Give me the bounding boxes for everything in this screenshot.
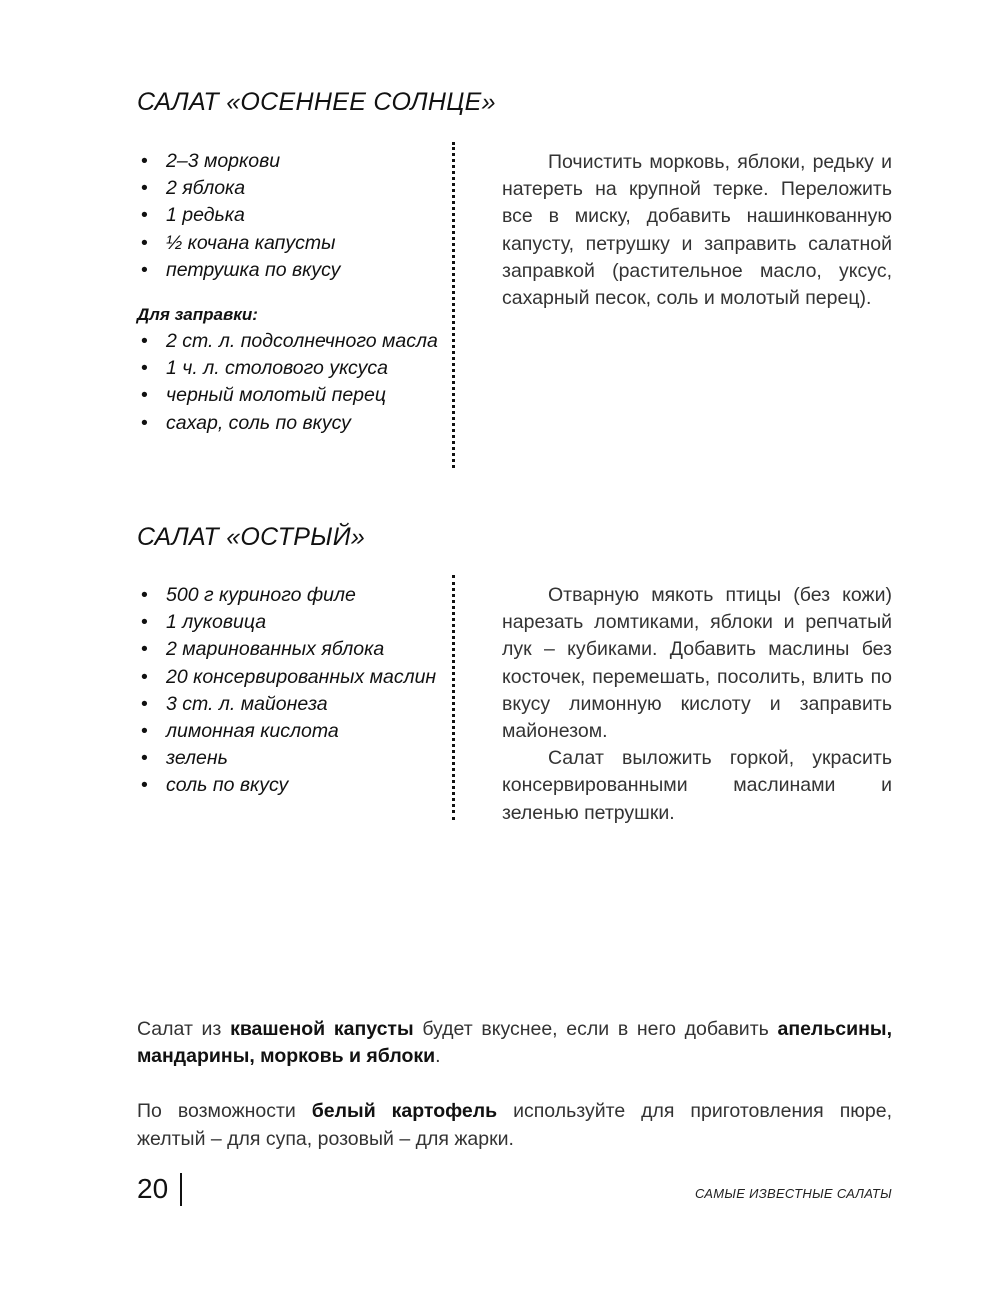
ingredient-item: • сахар, соль по вкусу [137,410,447,437]
directions-paragraph: Салат выложить горкой, украсить консервированными маслинами и зеленью петрушки. [502,747,892,824]
recipe-title: САЛАТ «ОСТРЫЙ» [137,523,366,551]
tip-highlight: белый картофель [311,1100,498,1123]
tip-text: будет вкуснее, если в него добавить [413,1018,778,1040]
tips-section [137,1016,892,1181]
ingredient-item: • 1 ч. л. столового уксуса [137,355,447,382]
ingredient-item: • 2 маринованных яблока [137,636,447,663]
tip-text: используйте для приготовления пюре, желтый – для супа, розовый – для жарки. [137,1100,892,1150]
dotted-divider [452,575,455,820]
tip-text: По возможности [137,1100,312,1123]
recipe-directions [502,582,892,827]
dressing-heading: Для заправки: [137,305,258,325]
ingredients-list [137,148,447,437]
running-section-title: САМЫЕ ИЗВЕСТНЫЕ САЛАТЫ [695,1186,892,1201]
page-number: 20 [137,1173,169,1204]
ingredient-item: • 2 ст. л. подсолнечного масла [137,328,447,355]
tip-text: . [435,1045,441,1068]
footer-separator [180,1173,182,1206]
ingredient-item: • 2 яблока [137,175,447,202]
recipe-directions [502,149,892,312]
ingredient-item: • лимонная кислота [137,718,447,745]
ingredient-item: • соль по вкусу [137,772,447,799]
main-ingredients [137,148,447,284]
ingredients-list [137,582,447,800]
tip-highlight: апельсины, мандарины, морковь и яблоки [137,1018,892,1068]
directions-paragraph: Почистить морковь, яблоки, редьку и натереть на крупной терке. Переложить все в миску, добавить нашинкованную капусту, петрушку и заправить салатной заправкой (растительное масло, уксус, сахарный песок, соль и молотый перец). [502,151,892,310]
ingredient-item: • зелень [137,745,447,772]
ingredient-item: • 20 консервированных маслин [137,664,447,691]
tip-highlight: квашеной капусты [230,1018,414,1040]
ingredient-item: • черный молотый перец [137,382,447,409]
ingredient-item: • 1 луковица [137,609,447,636]
tip-text: Салат из [137,1018,231,1040]
tip-paragraph [137,1016,892,1070]
dotted-divider [452,142,455,468]
dressing-ingredients [137,328,447,437]
ingredient-item: • 1 редька [137,202,447,229]
recipe-title: САЛАТ «ОСЕННЕЕ СОЛНЦЕ» [137,88,496,116]
ingredient-item: • петрушка по вкусу [137,257,447,284]
ingredient-item: • ½ кочана капусты [137,230,447,257]
tip-paragraph [137,1098,892,1152]
ingredient-item: • 3 ст. л. майонеза [137,691,447,718]
main-ingredients [137,582,447,800]
ingredient-item: • 500 г куриного филе [137,582,447,609]
directions-paragraph: Отварную мякоть птицы (без кожи) нарезать ломтиками, яблоки и репчатый лук – кубиками. Добавить маслины без косточек, перемешать, посолить, влить по вкусу лимонную кислоту и заправить майонезом. [502,584,892,743]
ingredient-item: • 2–3 моркови [137,148,447,175]
